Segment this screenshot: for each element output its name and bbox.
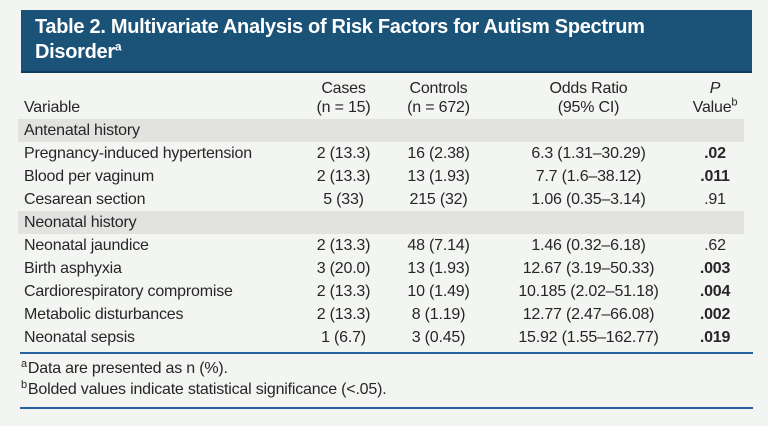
header-p-line2: Value — [692, 99, 732, 116]
cell-odds-ratio: 1.06 (0.35–3.14) — [531, 191, 646, 208]
header-odds-ratio — [491, 79, 686, 117]
footnote-a-text: Data are presented as n (%). — [27, 360, 228, 377]
cell-odds-ratio: 15.92 (1.55–162.77) — [518, 329, 659, 346]
cell-odds-ratio: 7.7 (1.6–38.12) — [535, 168, 642, 185]
cell-variable: Birth asphyxia — [24, 260, 122, 277]
cell-cases: 2 (13.3) — [316, 145, 371, 162]
header-variable — [18, 98, 301, 117]
cell-controls: 3 (0.45) — [411, 329, 466, 346]
cell-cases: 2 (13.3) — [316, 306, 371, 323]
cell-cases: 2 (13.3) — [316, 168, 371, 185]
table-row — [18, 188, 744, 211]
section-row — [18, 119, 744, 142]
table-title — [35, 15, 738, 65]
cell-variable: Neonatal jaundice — [24, 237, 149, 254]
cell-variable: Blood per vaginum — [24, 168, 155, 185]
divider-rule-top — [20, 352, 753, 354]
table-title-bar — [21, 10, 752, 73]
table-row — [18, 234, 744, 257]
footnote-a — [21, 358, 768, 379]
cell-variable: Cardiorespiratory compromise — [24, 283, 233, 300]
cell-cases: 1 (6.7) — [321, 329, 366, 346]
table-row — [18, 326, 744, 349]
cell-controls: 48 (7.14) — [407, 237, 470, 254]
header-p-value — [686, 79, 744, 117]
header-cases-line2: (n = 15) — [316, 99, 371, 116]
header-controls-line1: Controls — [409, 80, 468, 97]
cell-p-value: .019 — [699, 329, 731, 346]
cell-controls: 10 (1.49) — [407, 283, 470, 300]
cell-variable: Metabolic disturbances — [24, 306, 184, 323]
header-controls — [386, 79, 491, 117]
table-row — [18, 280, 744, 303]
cell-odds-ratio: 6.3 (1.31–30.29) — [531, 145, 646, 162]
cell-odds-ratio: 10.185 (2.02–51.18) — [518, 283, 659, 300]
cell-variable: Cesarean section — [24, 191, 146, 208]
cell-variable: Pregnancy-induced hypertension — [24, 145, 252, 162]
title-line1: Table 2. Multivariate Analysis of Risk Factors for Autism Spectrum — [35, 16, 645, 38]
cell-p-value: .004 — [699, 283, 731, 300]
cell-controls: 215 (32) — [409, 191, 468, 208]
header-cases-line1: Cases — [321, 80, 366, 97]
table-row — [18, 165, 744, 188]
footnote-a-marker: a — [21, 357, 27, 370]
header-controls-line2: (n = 672) — [407, 99, 470, 116]
header-p-superscript-b: b — [731, 96, 738, 109]
header-variable-label: Variable — [24, 99, 80, 116]
title-line2: Disorder — [35, 41, 115, 63]
data-table — [18, 77, 744, 349]
cell-odds-ratio: 12.77 (2.47–66.08) — [522, 306, 655, 323]
cell-p-value: .91 — [704, 191, 726, 208]
cell-cases: 5 (33) — [323, 191, 364, 208]
section-label: Neonatal history — [24, 214, 137, 231]
header-cases — [301, 79, 386, 117]
header-p-line1: P — [709, 80, 721, 97]
table-header-row — [18, 77, 744, 119]
cell-p-value: .011 — [700, 168, 730, 185]
footnote-b — [21, 379, 768, 400]
cell-variable: Neonatal sepsis — [24, 329, 135, 346]
table-body — [18, 119, 744, 349]
footnote-b-text: Bolded values indicate statistical significance (<.05). — [27, 381, 387, 398]
footnote-b-marker: b — [21, 378, 27, 391]
cell-p-value: .002 — [699, 306, 731, 323]
table-row — [18, 257, 744, 280]
header-or-line2: (95% CI) — [557, 99, 620, 116]
cell-controls: 8 (1.19) — [411, 306, 466, 323]
section-label: Antenatal history — [24, 122, 140, 139]
page — [0, 10, 768, 426]
cell-odds-ratio: 1.46 (0.32–6.18) — [531, 237, 646, 254]
footnotes — [21, 358, 768, 400]
cell-odds-ratio: 12.67 (3.19–50.33) — [522, 260, 655, 277]
cell-controls: 13 (1.93) — [407, 260, 470, 277]
cell-p-value: .62 — [704, 237, 726, 254]
cell-cases: 3 (20.0) — [316, 260, 371, 277]
cell-p-value: .02 — [704, 145, 726, 162]
table-row — [18, 303, 744, 326]
header-or-line1: Odds Ratio — [549, 80, 628, 97]
cell-cases: 2 (13.3) — [316, 237, 371, 254]
title-superscript-a: a — [114, 39, 122, 54]
table-row — [18, 142, 744, 165]
cell-controls: 16 (2.38) — [407, 145, 470, 162]
cell-p-value: .003 — [699, 260, 731, 277]
section-row — [18, 211, 744, 234]
cell-controls: 13 (1.93) — [407, 168, 470, 185]
divider-rule-bottom — [20, 407, 753, 409]
cell-cases: 2 (13.3) — [316, 283, 371, 300]
